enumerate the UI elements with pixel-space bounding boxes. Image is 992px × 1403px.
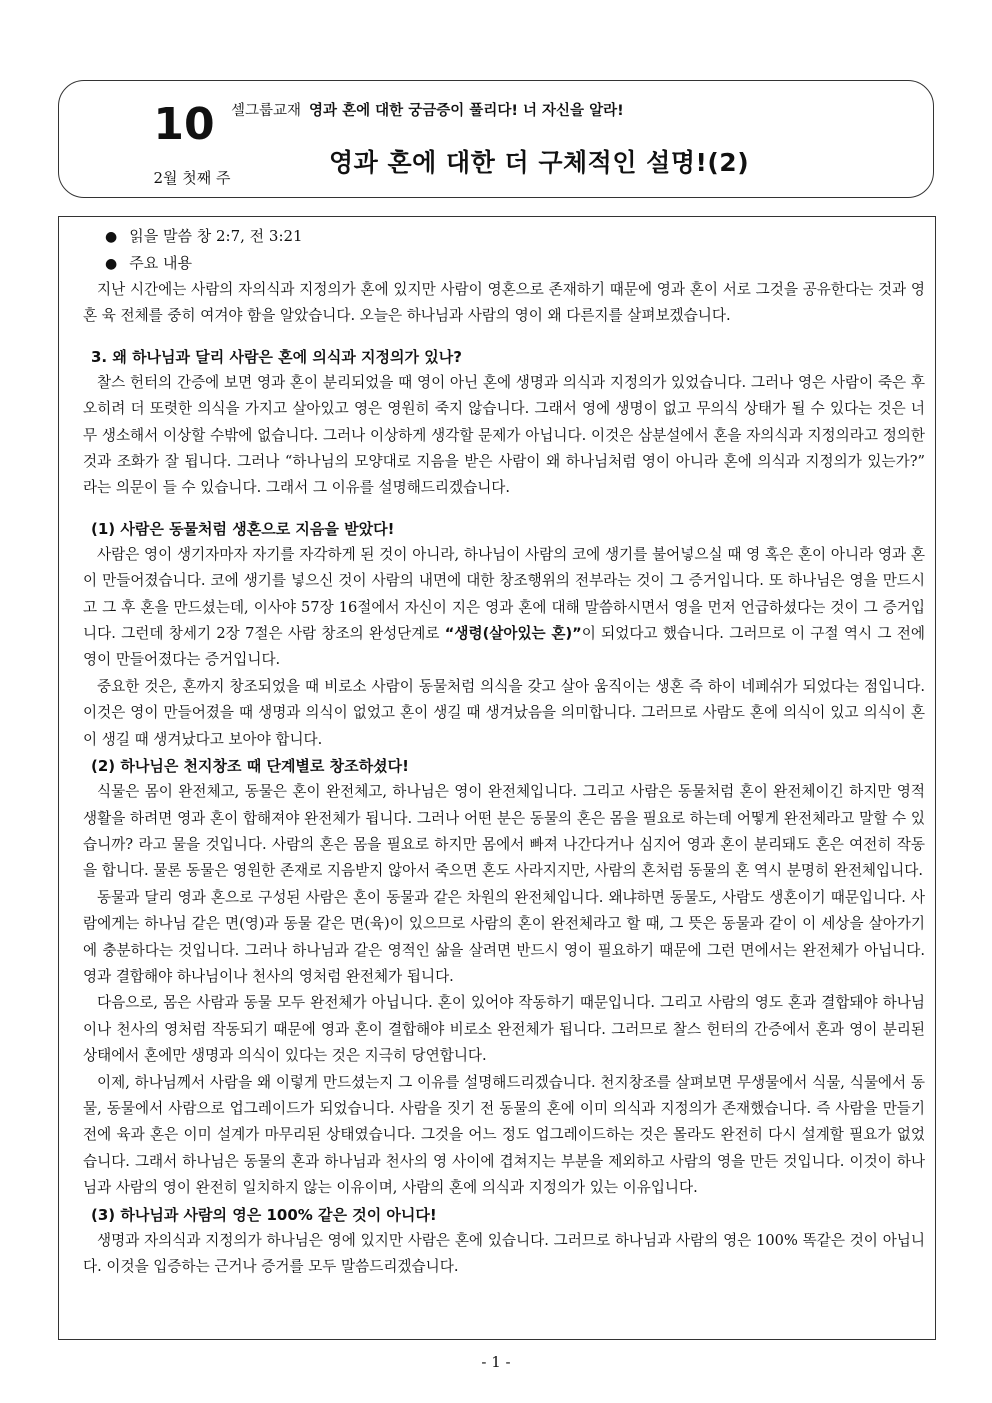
series-title: 영과 혼에 대한 궁금증이 풀리다! 너 자신을 알라!	[309, 103, 624, 119]
subsection-2-paragraph-1: 식물은 몸이 완전체고, 동물은 혼이 완전체고, 하나님은 영이 완전체입니다. 그리고 사람은 동물처럼 혼이 완전체이긴 하지만 영적 생활을 하려면 영과 혼이 합해져야 완전체가 됩니다. 그러나 어떤 분은 동물의 혼은 몸을 필요로 하는데 어떻게 완전체라고 말할 수 있습니까? 라고 물을 것입니다. 사람의 혼은 몸을 필요로 하지만 몸에서 빠져 나간다거나 심지어 영과 혼이 분리돼도 혼은 여전히 작동을 합니다. 물론 동물은 영원한 존재로 지음받지 않아서 죽으면 혼도 사라지지만, 사람의 혼처럼 동물의 혼 역시 분명히 완전체입니다.	[83, 783, 925, 880]
sub1-text-b: 이 되었다고 했습니다. 그러므로 이 구절 역시 그 전에 영이 만들어졌다는 증거입니다.	[83, 625, 925, 669]
page-number: - 1 -	[481, 1353, 511, 1371]
subsection-3-heading: (3) 하나님과 사람의 영은 100% 같은 것이 아니다!	[91, 1205, 437, 1224]
lesson-number: 10	[153, 99, 215, 150]
subsection-1-paragraph-1	[83, 542, 925, 674]
week-label: 2월 첫째 주	[153, 169, 231, 187]
header-box	[58, 80, 934, 198]
section-3-paragraph: 찰스 헌터의 간증에 보면 영과 혼이 분리되었을 때 영이 아닌 혼에 생명과 의식과 지정의가 있었습니다. 그러나 영은 사람이 죽은 후 오히려 더 또렷한 의식을 가지고 살아있고 영은 영원히 죽지 않습니다. 그래서 영에 생명이 없고 무의식 상태가 될 수 있다는 것은 너무 생소해서 이상할 수밖에 없습니다. 그러나 이상하게 생각할 문제가 아닙니다. 이것은 삼분설에서 혼을 자의식과 지정의라고 정의한 것과 조화가 잘 됩니다. 그러나 “하나님의 모양대로 지음을 받은 사람이 왜 하나님처럼 영이 아니라 혼에 의식과 지정의가 있는가?” 라는 의문이 들 수 있습니다. 그래서 그 이유를 설명해드리겠습니다.	[83, 373, 925, 497]
reading-bullet: ● 읽을 말씀 창 2:7, 전 3:21	[105, 223, 925, 250]
page-title: 영과 혼에 대한 더 구체적인 설명!(2)	[329, 148, 750, 177]
subsection-2-paragraph-4: 이제, 하나님께서 사람을 왜 이렇게 만드셨는지 그 이유를 설명해드리겠습니다. 천지창조를 살펴보면 무생물에서 식물, 식물에서 동물, 동물에서 사람으로 업그레이드가 되었습니다. 사람을 짓기 전 동물의 혼에 이미 의식과 지정의가 존재했습니다. 즉 사람을 만들기 전에 육과 혼은 이미 설계가 마무리된 상태였습니다. 그것을 어느 정도 업그레이드하는 것은 몰라도 완전히 다시 설계할 필요가 없었습니다. 그래서 하나님은 동물의 혼과 하나님과 천사의 영 사이에 겹쳐지는 부분을 제외하고 사람의 영을 만든 것입니다. 이것이 하나님과 사람의 영이 완전히 일치하지 않는 이유이며, 사람의 혼에 의식과 지정의가 있는 이유입니다.	[83, 1073, 925, 1197]
subsection-2-paragraph-2: 동물과 달리 영과 혼으로 구성된 사람은 혼이 동물과 같은 차원의 완전체입니다. 왜냐하면 동물도, 사람도 생혼이기 때문입니다. 사람에게는 하나님 같은 면(영)과 동물 같은 면(육)이 있으므로 사람의 혼이 완전체라고 할 때, 그 뜻은 동물과 같이 이 세상을 살아가기에 충분하다는 것입니다. 그러나 하나님과 같은 영적인 삶을 살려면 반드시 영이 필요하기 때문에 그런 면에서는 완전체가 아닙니다. 영과 결합해야 하나님이나 천사의 영처럼 완전체가 됩니다.	[83, 888, 925, 985]
series-label: 셀그룹교재	[231, 103, 302, 119]
content-box	[58, 216, 936, 1340]
series-line	[231, 99, 624, 120]
subsection-1-paragraph-2: 중요한 것은, 혼까지 창조되었을 때 비로소 사람이 동물처럼 의식을 갖고 살아 움직이는 생혼 즉 하이 네페쉬가 되었다는 점입니다. 이것은 영이 만들어졌을 때 생명과 의식이 없었고 혼이 생길 때 생겨났음을 의미합니다. 그러므로 사람도 혼에 의식이 있고 의식이 혼이 생길 때 생겨났다고 보아야 합니다.	[83, 677, 925, 748]
subsection-1-heading: (1) 사람은 동물처럼 생혼으로 지음을 받았다!	[91, 519, 395, 538]
subsection-2-heading: (2) 하나님은 천지창조 때 단계별로 창조하셨다!	[91, 757, 409, 776]
summary-bullet: ● 주요 내용	[105, 250, 925, 277]
intro-paragraph: 지난 시간에는 사람의 자의식과 지정의가 혼에 있지만 사람이 영혼으로 존재하기 때문에 영과 혼이 서로 그것을 공유한다는 것과 영 혼 육 전체를 중히 여겨야 함을 알았습니다. 오늘은 하나님과 사람의 영이 왜 다른지를 살펴보겠습니다.	[83, 281, 925, 325]
section-3-heading: 3. 왜 하나님과 달리 사람은 혼에 의식과 지정의가 있나?	[91, 347, 462, 366]
sub1-bold-term: “생령(살아있는 혼)”	[444, 625, 582, 643]
sub1-text-a: 사람은 영이 생기자마자 자기를 자각하게 된 것이 아니라, 하나님이 사람의 코에 생기를 불어넣으실 때 영 혹은 혼이 아니라 영과 혼이 만들어졌습니다. 코에 생기를 넣으신 것이 사람의 내면에 대한 창조행위의 전부라는 것이 그 증거입니다. 또 하나님은 영을 만드시고 그 후 혼을 만드셨는데, 이사야 57장 16절에서 자신이 지은 영과 혼에 대해 말씀하시면서 영을 먼저 언급하셨다는 것이 그 증거입니다. 그런데 창세기 2장 7절은 사람 창조의 완성단계로	[83, 545, 925, 643]
subsection-3-paragraph-1: 생명과 자의식과 지정의가 하나님은 영에 있지만 사람은 혼에 있습니다. 그러므로 하나님과 사람의 영은 100% 똑같은 것이 아닙니다. 이것을 입증하는 근거나 증거를 모두 말씀드리겠습니다.	[83, 1231, 925, 1275]
subsection-2-paragraph-3: 다음으로, 몸은 사람과 동물 모두 완전체가 아닙니다. 혼이 있어야 작동하기 때문입니다. 그리고 사람의 영도 혼과 결합돼야 하나님이나 천사의 영처럼 작동되기 때문에 영과 혼이 결합해야 비로소 완전체가 됩니다. 그러므로 찰스 헌터의 간증에서 혼과 영이 분리된 상태에서 혼에만 생명과 의식이 있다는 것은 지극히 당연합니다.	[83, 994, 925, 1065]
